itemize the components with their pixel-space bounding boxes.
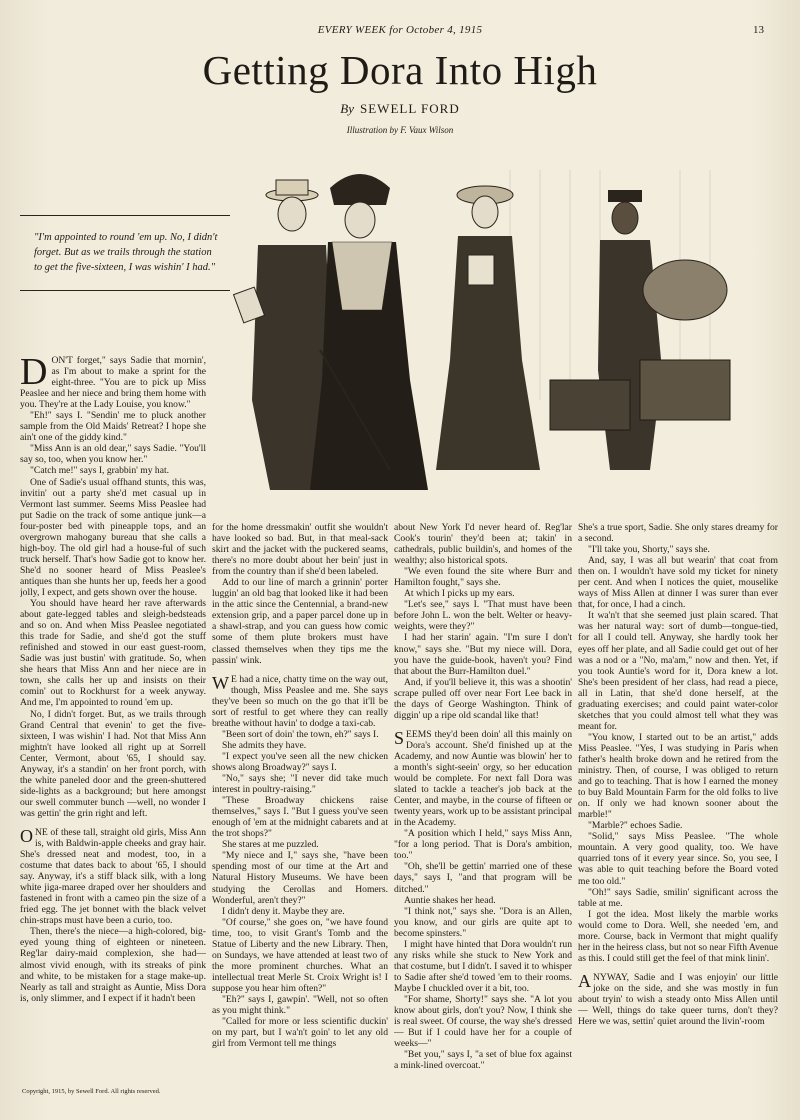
paragraph: No, I didn't forget. But, as we trails through Grand Central that evenin' to get the five-sixteen, I was wishin' I had. Not that Miss Ann mightn't have looked all right up at Sorrell Center, Vermont, about '65, I should say. Anyway, it's a standin' on her front porch, with the white paneled door and the green-shuttered side-lights as a background; but here amongst our swell commuter bunch —well, no wonder I was gettin' the grin right and left. — [20, 708, 206, 819]
paragraph: At which I picks up my ears. — [404, 588, 515, 600]
old-woman-in-bonnet — [310, 174, 428, 490]
paragraph: SEEMS they'd been doin' all this mainly on Dora's account. She'd finished up at the Academy, and now Auntie was blowin' her to a month's sight-seein' orgy, so her education would be complete. For next fall Dora was slated to tackle a teacher's job back at the Center, and maybe, in the course of fifteen or twenty years, work up to be assistant principal in the Academy. — [394, 727, 572, 829]
running-title: EVERY WEEK for October 4, 1915 — [317, 24, 483, 36]
story-illustration — [210, 150, 780, 510]
section-initial: S — [394, 727, 405, 748]
paragraph: "Eh!" says I. "Sendin' me to pluck another sample from the Old Maids' Retreat? I hope she ain't one of the giddy kind." — [20, 410, 206, 444]
paragraph: "Miss Ann is an old dear," says Sadie. "You'll say so, too, when you know her." — [20, 443, 206, 466]
paragraph: "Solid," says Miss Peaslee. "The whole mountain. A very good quality, too. We have quarried tons of it every year since. So, you see, I was able to quit teaching before the Board voted me too old." — [578, 831, 778, 887]
drop-cap: D — [20, 355, 48, 393]
running-header — [0, 24, 800, 40]
paragraph: You should have heard her rave afterwards about gate-legged tables and sleigh-bedsteads and so on. And when Miss Peaslee negotiated this trade for Sadie, and she'd got the stuff refinished and stowed in our east guest-room, Sadie was just bustin' with gratitude. So, when she hears that Miss Ann and her niece are in town, she calls her up and insists on their comin' out to Rockhurst for a week anyway. And me, I'm appointed to round 'em up. — [20, 598, 206, 709]
porter-with-luggage — [550, 190, 730, 470]
page-number: 13 — [753, 24, 764, 36]
paragraph: "I'll take you, Shorty," says she. — [588, 544, 710, 556]
section-initial: O — [20, 825, 33, 846]
paragraph: "Oh, she'll be gettin' married one of these days," says I, "and that program will be ditched." — [394, 861, 572, 895]
paragraph: ONE of these tall, straight old girls, Miss Ann is, with Baldwin-apple cheeks and gray hair. She's dressed neat and modest, too, in a costume that dates back to about '65, I should say. Anyway, it's a stiff black silk, with a long white jiga-maree draped over her shoulders and fastened in front with a cameo pin the size of a fried egg. The jet bonnet with the black velvet chin-straps must have been a curio, too. — [20, 825, 206, 927]
paragraph: "For shame, Shorty!" says she. "A lot you know about girls, don't you? Now, I think she is real sweet. Of course, the way she's dressed— But if I could have her for a couple of weeks—" — [394, 993, 572, 1050]
paragraph: She stares at me puzzled. — [222, 839, 319, 851]
paragraph: "I think not," says she. "Dora is an Allen, you know, and our girls are quite apt to become spinsters." — [394, 905, 572, 939]
paragraph: "My niece and I," says she, "have been spending most of our time at the Art and Natural History Museums. We have been studying the Cerollas and Homers. Wonderful, aren't they?" — [212, 850, 388, 906]
byline-by: By — [340, 101, 354, 116]
paragraph: DON'T forget," says Sadie that mornin', as I'm about to make a sprint for the eight-three. "You are to pick up Miss Peaslee and her niece and bring them home with you. They're at the Lady Louise, you know." — [20, 355, 206, 411]
paragraph: "You know, I started out to be an artist," adds Miss Peaslee. "Yes, I was studying in Paris when father's health broke down and he retired from the ministry. Then, of course, I was obliged to return and go to teaching. That is how I earned the money to buy Bald Mountain Farm for the old folks to live on. If only we had known sooner about the marble!" — [578, 731, 778, 821]
paragraph: "These Broadway chickens raise themselves," says I. "But I guess you've seen enough of 'em at the midnight cabarets and at the trot shops?" — [212, 795, 388, 840]
paragraph: "A position which I held," says Miss Ann, "for a long period. That is Dora's ambition, too." — [394, 828, 572, 862]
section-initial: W — [212, 672, 229, 693]
pull-quote: "I'm appointed to round 'em up. No, I didn't forget. But as we trails through the station to get the five-sixteen, I was wishin' I had." — [20, 215, 230, 291]
text-column-4 — [578, 522, 778, 1107]
paragraph: "Oh!" says Sadie, smilin' significant across the table at me. — [578, 886, 778, 909]
paragraph: "No," says she; "I never did take much interest in poultry-raising." — [212, 773, 388, 796]
paragraph: Auntie shakes her head. — [404, 894, 496, 906]
text-column-2 — [212, 522, 388, 1107]
paragraph: "Been sort of doin' the town, eh?" says I. — [222, 728, 379, 740]
paragraph: It wa'n't that she seemed just plain scared. That was her natural way: sort of dumb—tongue-tied, for all I could tell. Anyway, she hardly took her eyes off her plate, and all Sadie could get out of her was a nod or a "No, ma'am," now and then. Yet, if you took Auntie's word for it, Dora knew a lot. She's been president of her class, had read a piece, all in Latin, that she'd done herself, at the graduating exercises; and could paint water-color sketches that you could almost tell what they was meant for. — [578, 610, 778, 732]
copyright-notice: Copyright, 1915, by Sewell Ford. All rights reserved. — [22, 1088, 161, 1095]
paragraph: Then, there's the niece—a high-colored, big-eyed young thing of eighteen or nineteen. Reg'lar dairy-maid complexion, she had—almost vivid enough, with its streaks of pink and white, to be mistaken for a stage make-up. Nearly as tall and straight as Auntie, Miss Dora is, only slimmer, and I expect if it hadn't been — [20, 926, 206, 1004]
paragraph: She's a true sport, Sadie. She only stares dreamy for a second. — [578, 522, 778, 545]
paragraph: Add to our line of march a grinnin' porter luggin' an old bag that looked like it had been in the attic since the Centennial, a brand-new extension grip, and a paper parcel done up in a shawl-strap, and you can guess how comic some of them plute brokers must have classed themselves when they tips me the passin' wink. — [212, 577, 388, 666]
paragraph: "Eh?" says I, gawpin'. "Well, not so often as you might think." — [212, 993, 388, 1017]
paragraph: One of Sadie's usual offhand stunts, this was, invitin' out a party she'd met casual up in Vermont last summer. Seems Miss Peaslee had put Sadie on the track of some antique junk—a four-poster bed with pineapple tops, and an overgrown mahogany bureau that she calls a high-boy. The old girl had a house-ful of such truck herself. That's how Sadie got to know her. She'd no sooner heard of Miss Peaslee's antiques than she hunts her up, feeds her a good jolly, I expect, and gets shown over the house. — [20, 476, 206, 598]
paragraph: And, if you'll believe it, this was a shootin' scrape pulled off over near Fort Lee back in the days of George Washington. Think of diggin' up a ripe old scandal like that! — [394, 676, 572, 721]
paragraph: ANYWAY, Sadie and I was enjoyin' our little joke on the side, and she was mostly in fun about tryin' to wish a steady onto Miss Allen until— Well, things do take queer turns, don't they? Here we was, settin' quiet around the livin'-room — [578, 970, 778, 1028]
paragraph: I didn't deny it. Maybe they are. — [222, 905, 345, 917]
paragraph: "Bet you," says I, "a set of blue fox against a mink-lined overcoat." — [394, 1049, 572, 1072]
paragraph: "I expect you've seen all the new chicken shows along Broadway?" says I. — [212, 750, 388, 773]
paragraph: "Marble?" echoes Sadie. — [588, 820, 683, 832]
paragraph: "Called for more or less scientific duckin' on my part, but I wa'n't goin' to let any old girl from Vermont tell me things — [212, 1016, 388, 1050]
paragraph: I had her starin' again. "I'm sure I don't know," says she. "But my niece will. Dora, you have the guide-book, haven't you? Find that about the Burr-Hamilton duel." — [394, 632, 572, 677]
paragraph: "Of course," she goes on, "we have found time, too, to visit Grant's Tomb and the Statue of Liberty and the new Library. Then, on Sundays, we have attended at least two of the more prominent churches. What an intellectual treat Merle St. Croix Wright is! I suppose you hear him often?" — [212, 916, 388, 994]
paragraph: "Catch me!" says I, grabbin' my hat. — [30, 465, 170, 477]
paragraph: And, say, I was all but wearin' that coat from then on. I wouldn't have sold my ticket for ninety per cent. And when I notices the quiet, mouselike ways of Miss Allen at dinner I was surer than ever that, for once, I had a cinch. — [578, 555, 778, 611]
young-woman-with-book — [436, 186, 540, 470]
paragraph: I got the idea. Most likely the marble works would come to Dora. Well, she needed 'em, and more. Course, back in Vermont that might qualify her in the heiress class, but not so near Fifth Avenue as this. I could still get the feel of that mink linin'. — [578, 908, 778, 964]
author-name: SEWELL FORD — [360, 101, 460, 116]
paragraph: She admits they have. — [222, 739, 307, 751]
text-column-1 — [20, 355, 206, 1085]
byline — [0, 101, 800, 117]
section-initial: A — [578, 970, 591, 991]
paragraph: I might have hinted that Dora wouldn't run any risks while she stuck to New York and that costume, but I didn't. I saved it to whisper to Sadie after she'd towed 'em to their rooms. Maybe I chuckled over it a bit, too. — [394, 938, 572, 994]
paragraph: for the home dressmakin' outfit she wouldn't have looked so bad. But, in that meal-sack skirt and the jacket with the puckered seams, there's no more doubt about her bein' just in from the country than if she'd been labeled. — [212, 522, 388, 578]
illustration-credit: Illustration by F. Vaux Wilson — [346, 125, 454, 135]
paragraph: "We even found the site where Burr and Hamilton fought," says she. — [394, 566, 572, 589]
text-column-3 — [394, 522, 572, 1107]
article-title: Getting Dora Into High — [202, 47, 598, 93]
paragraph: about New York I'd never heard of. Reg'lar Cook's tourin' they'd been at; takin' in cathedrals, public buildin's, and homes of the wealthy; also historical spots. — [394, 522, 572, 567]
paragraph: "Let's see," says I. "That must have been before John L. won the belt. Welter or heavy-weights, were they?" — [394, 599, 572, 633]
paragraph: W E had a nice, chatty time on the way out, though, Miss Peaslee and me. She says they've been so much on the go that it'll be sort of restful to get where they can really breathe without havin' to dodge a taxi-cab. — [212, 672, 388, 729]
